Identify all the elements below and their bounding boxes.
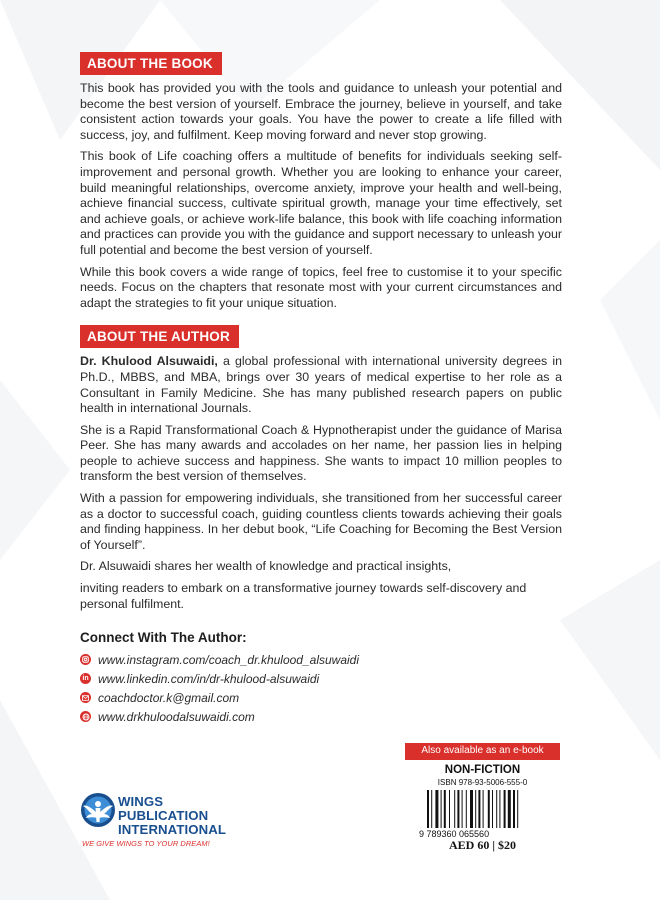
about-author-paragraph-2: She is a Rapid Transformational Coach & Hypnotherapist under the guidance of Marisa Peer. She has many awards and accolades on her name, her passion lies in helping people to achieve success and happiness. She wants to impact 10 million peoples to transform the best version of themselves. xyxy=(80,422,562,484)
about-author-paragraph-3: With a passion for empowering individuals, she transitioned from her successful career as a doctor to successful coach, guiding countless clients towards achieving their goals and finding happiness. In her debut book, “Life Coaching for Becoming the Best Version of Yourself”. xyxy=(80,491,562,552)
about-author-paragraph-4: Dr. Alsuwaidi shares her wealth of knowledge and practical insights, xyxy=(80,559,452,574)
about-author-paragraph-5: inviting readers to embark on a transformative journey towards self-discovery and personal fulfilment. xyxy=(80,581,527,611)
barcode-digits: 9 789360 065560 xyxy=(418,829,489,839)
publisher-logo xyxy=(80,790,290,854)
barcode-bar xyxy=(513,790,515,828)
barcode-bar xyxy=(454,790,455,828)
about-book-paragraph-1: This book has provided you with the tools and guidance to unleash your potential and become the best version of yourself. Embrace the journey, believe in yourself, and take consistent action towards your goals. You have the power to create a life filled with success, joy, and fulfilment. Keep moving forward and never stop growing. xyxy=(80,81,562,142)
instagram-link[interactable]: www.instagram.com/coach_dr.khulood_alsuwaidi xyxy=(98,652,360,667)
barcode-bar xyxy=(435,790,438,828)
retail-barcode-block xyxy=(405,743,560,853)
publisher-emblem-icon xyxy=(80,790,116,836)
ebook-banner: Also available as an e-book xyxy=(405,743,560,760)
genre-label: NON-FICTION xyxy=(444,764,521,776)
barcode-bar xyxy=(507,790,510,828)
publisher-name-line-3: INTERNATIONAL xyxy=(118,822,227,837)
connect-title: Connect With The Author: xyxy=(80,630,247,646)
isbn-barcode xyxy=(417,789,549,839)
barcode-bar xyxy=(440,790,441,828)
barcode-bar xyxy=(431,790,432,828)
barcode-bar xyxy=(457,790,459,828)
publisher-name-line-1: WINGS xyxy=(118,794,164,809)
barcode-bar xyxy=(482,790,483,828)
publisher-tagline: WE GIVE WINGS TO YOUR DREAM! xyxy=(82,839,210,848)
instagram-icon xyxy=(80,654,91,665)
barcode-bar xyxy=(499,790,500,828)
barcode-bar xyxy=(487,790,489,828)
barcode-bar xyxy=(503,790,505,828)
barcode-bar xyxy=(465,790,466,828)
about-author-section xyxy=(80,325,562,612)
web-icon xyxy=(80,711,91,722)
author-name: Dr. Khulood Alsuwaidi, xyxy=(80,354,218,369)
barcode-bar xyxy=(492,790,493,828)
connect-section xyxy=(80,630,562,726)
publisher-name xyxy=(118,795,226,837)
back-cover-text xyxy=(80,52,562,726)
about-author-paragraph-1 xyxy=(80,354,562,416)
contact-linkedin[interactable] xyxy=(80,669,562,688)
barcode-bar xyxy=(470,790,473,828)
about-book-paragraph-2: This book of Life coaching offers a multitude of benefits for individuals seeking self-improvement and personal growth. Whether you are looking to enhance your career, build meaningful relationships, overcome anxiety, improve your health and well-being, achieve financial success, cultivate spiritual growth, manage your time effectively, set and achieve goals, or achieve work-life balance, this book with life coaching information and practices can provide you with the guidance and support necessary to unleash your full potential and become the best version of yourself. xyxy=(80,149,562,257)
barcode-bar xyxy=(461,790,462,828)
linkedin-link[interactable]: www.linkedin.com/in/dr-khulood-alsuwaidi xyxy=(98,671,320,686)
email-icon xyxy=(80,692,91,703)
barcode-bar xyxy=(449,790,450,828)
about-book-section xyxy=(80,52,562,311)
about-book-paragraph-3: While this book covers a wide range of topics, feel free to customise it to your specific needs. Focus on the chapters that resonate most with your current circumstances and adapt the strategies to fit your unique situation. xyxy=(80,264,562,310)
barcode-bar xyxy=(517,790,518,828)
isbn-text: ISBN 978-93-5006-555-0 xyxy=(437,778,528,787)
contact-website[interactable] xyxy=(80,707,562,726)
website-link[interactable]: www.drkhuloodalsuwaidi.com xyxy=(98,709,255,724)
barcode-bar xyxy=(427,790,429,828)
contact-email[interactable] xyxy=(80,688,562,707)
publisher-name-line-2: PUBLICATION xyxy=(118,808,209,823)
linkedin-icon: in xyxy=(80,673,91,684)
about-author-heading: ABOUT THE AUTHOR xyxy=(80,325,239,348)
barcode-bar xyxy=(496,790,497,828)
barcode-bar xyxy=(478,790,480,828)
barcode-bar xyxy=(475,790,476,828)
price-label: AED 60 | $20 xyxy=(449,838,516,852)
about-book-heading: ABOUT THE BOOK xyxy=(80,52,222,75)
author-intro-text: a global professional with international university degrees in Ph.D., MBBS, and MBA, brings over 30 years of medical expertise to her role as a Consultant in Family Medicine. She has many published research papers on public health in international Journals. xyxy=(80,354,563,416)
contact-instagram[interactable] xyxy=(80,650,562,669)
email-link[interactable]: coachdoctor.k@gmail.com xyxy=(98,690,240,705)
barcode-bar xyxy=(443,790,445,828)
